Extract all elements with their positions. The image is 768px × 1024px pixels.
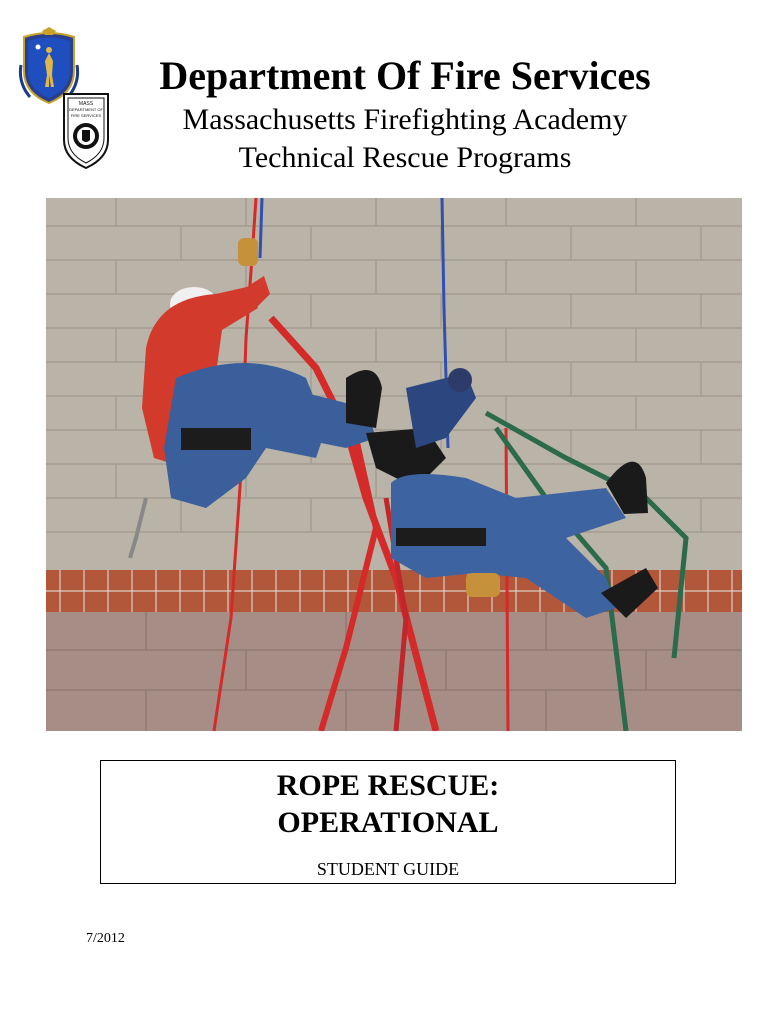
department-title: Department Of Fire Services (159, 53, 651, 98)
program-name: Technical Rescue Programs (238, 141, 572, 174)
badge-text-top: MASS (78, 101, 94, 107)
dfs-badge-icon (58, 88, 114, 170)
academy-name: Massachusetts Firefighting Academy (182, 103, 628, 136)
document-type: STUDENT GUIDE (316, 859, 460, 879)
course-title-line1: ROPE RESCUE: (276, 769, 500, 802)
course-title-line2: OPERATIONAL (277, 806, 499, 839)
publication-date: 7/2012 (86, 931, 125, 946)
cover-title-box (100, 760, 676, 884)
rope-rescue-photo (46, 198, 742, 731)
header (110, 52, 700, 176)
badge-text-mid: DEPARTMENT OF (69, 107, 103, 112)
badge-text-bottom: FIRE SERVICES (70, 113, 102, 118)
